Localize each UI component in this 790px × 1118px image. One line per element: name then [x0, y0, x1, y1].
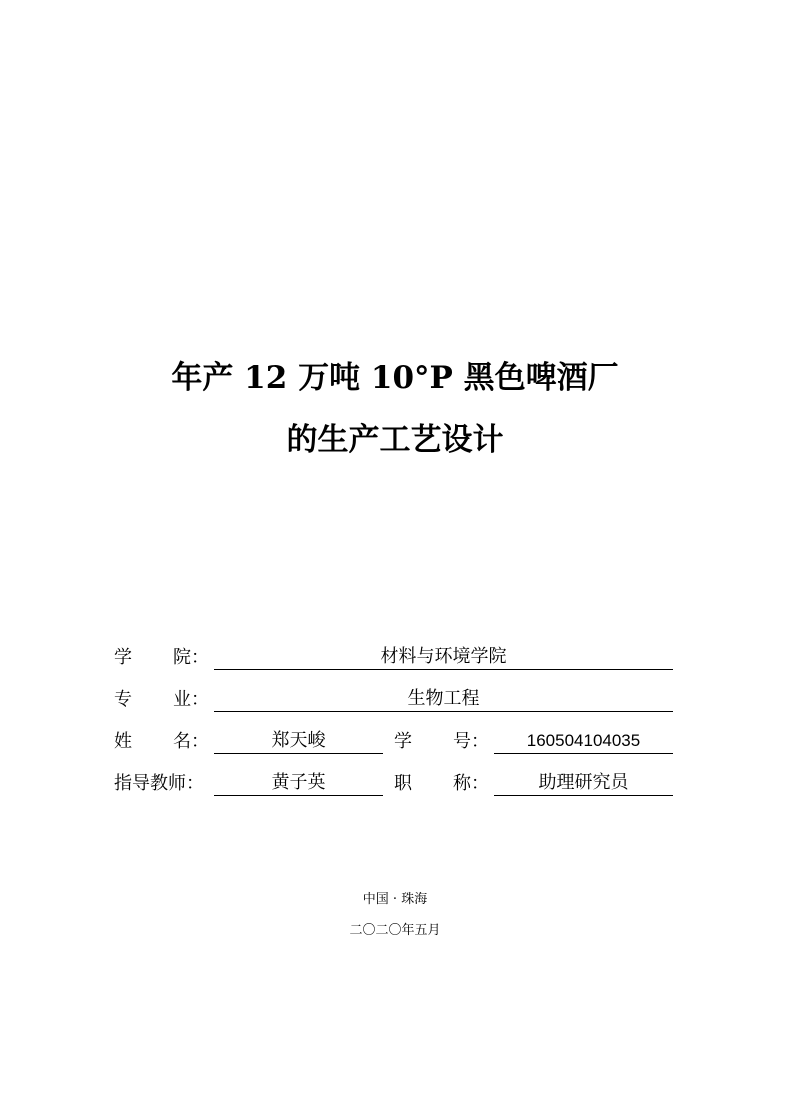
major-row [0, 685, 790, 715]
thesis-title-line-2: 的生产工艺设计 [286, 422, 504, 458]
rank-value: 助理研究员 [494, 771, 673, 796]
name-label-char-1: 姓 [114, 731, 132, 752]
college-label-char-1: 学 [114, 647, 132, 668]
college-label-char-2: 院： [173, 647, 209, 668]
student-id-label-char-2: 号： [453, 731, 489, 752]
advisor-title-row [0, 769, 790, 799]
student-id-label-char-1: 学 [394, 731, 412, 752]
rank-label-char-2: 称： [453, 773, 489, 794]
advisor-label: 指导教师： [114, 773, 204, 794]
name-value: 郑天峻 [214, 729, 383, 754]
major-value: 生物工程 [214, 687, 673, 712]
student-id-value: 160504104035 [494, 729, 673, 754]
major-label-char-1: 专 [114, 689, 132, 710]
date-text: 二〇二〇年五月 [349, 923, 441, 938]
thesis-title-line-1: 年产 12 万吨 10°P 黑色啤酒厂 [171, 360, 619, 396]
place-text: 中国 · 珠海 [362, 892, 428, 907]
name-id-row [0, 727, 790, 757]
name-label-char-2: 名： [173, 731, 209, 752]
college-row [0, 643, 790, 673]
major-label-char-2: 业： [173, 689, 209, 710]
college-value: 材料与环境学院 [214, 645, 673, 670]
rank-label-char-1: 职 [394, 773, 412, 794]
advisor-value: 黄子英 [214, 771, 383, 796]
